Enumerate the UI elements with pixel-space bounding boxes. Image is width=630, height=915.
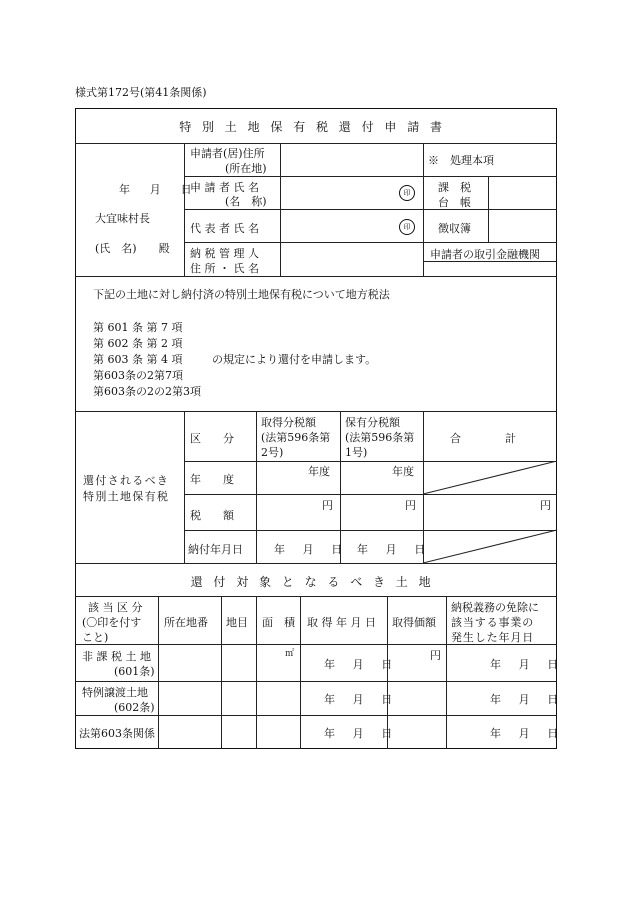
applicant-address-label: 申請者(居)住所 [190,147,265,160]
hold-header-2: (法第596条第 [345,431,415,444]
ledger-label-1: 課 税 [438,181,471,194]
col-exempt-3: 発生した年月日 [451,631,535,644]
acq-header-3: 2号) [261,446,284,459]
acq-date: 年 月 日 [324,658,396,671]
refund-label-2: 特別土地保有税 [83,490,170,503]
processing-label: ※ 処理本項 [428,154,494,167]
category-header: 区 分 [190,432,234,445]
col-exempt-2: 該当する事業の [451,616,535,629]
exempt-date: 年 月 日 [490,693,562,706]
col-category-2: (〇印を付す [82,616,142,629]
acq-date: 年 月 日 [324,727,396,740]
applicant-location-label: (所在地) [225,162,267,175]
date-line: 年 月 日 [119,183,196,196]
hold-header-1: 保有分税額 [345,416,400,429]
row-sublabel: (602条) [114,701,155,714]
col-landtype: 地目 [226,616,248,629]
statement-intro: 下記の土地に対し納付済の特別土地保有税について地方税法 [93,288,390,301]
exempt-date: 年 月 日 [490,727,562,740]
col-exempt-1: 納税義務の免除に [451,601,539,614]
ledger-label-2: 台 帳 [438,196,471,209]
exempt-date: 年 月 日 [490,658,562,671]
col-acq-date: 取 得 年 月 日 [307,616,376,629]
row-label: 特例譲渡土地 [82,686,148,699]
hold-year-unit: 年度 [392,465,414,478]
strike-lines [423,461,557,563]
land-section-title: 還付対象となるべき土地 [190,575,442,589]
acq-year-unit: 年度 [308,465,330,478]
acq-paid-date: 年 月 日 [274,543,346,556]
tax-admin-address-label: 住 所 ・ 氏 名 [190,262,259,275]
applicant-name-label: 申 請 者 氏 名 [190,181,259,194]
form-number: 様式第172号(第41条関係) [75,86,207,99]
hold-header-3: 1号) [345,446,368,459]
form-title: 特別土地保有税還付申請書 [179,120,453,134]
price-unit: 円 [430,649,441,662]
row-label: 法第603条関係 [79,727,155,740]
hold-yen-unit: 円 [405,499,416,512]
statement-line-1: 第 601 条 第 7 項 [93,321,183,334]
total-header: 合 計 [450,432,516,445]
col-category-3: こと) [82,631,109,644]
acq-header-1: 取得分税額 [261,416,316,429]
acq-yen-unit: 円 [322,499,333,512]
name-line: (氏 名) 殿 [95,242,170,255]
applicant-title-label: (名 称) [225,195,267,208]
statement-line-3-tail: の規定により還付を申請します。 [212,353,377,366]
row-label: 非 課 税 土 地 [82,650,151,663]
tax-admin-label: 納 税 管 理 人 [190,247,259,260]
statement-line-2: 第 602 条 第 2 項 [93,337,183,350]
statement-line-4: 第603条の2第7項 [93,369,183,382]
seal-icon: 印 [399,219,415,235]
fiscal-year-label: 年 度 [190,473,234,486]
col-acq-price: 取得価額 [392,616,436,629]
collection-book-label: 徴収簿 [438,222,471,235]
acq-date: 年 月 日 [324,693,396,706]
bank-label: 申請者の取引金融機関 [430,248,540,261]
hold-paid-date: 年 月 日 [357,543,429,556]
acq-header-2: (法第596条第 [261,431,331,444]
col-area: 面 積 [262,616,295,629]
row-sublabel: (601条) [114,665,155,678]
col-category-1: 該 当 区 分 [88,601,143,614]
paid-date-label: 納付年月日 [188,543,243,556]
addressee: 大宜味村長 [95,212,150,225]
area-unit: ㎡ [285,649,295,659]
statement-line-5: 第603条の2の2第3項 [93,385,201,398]
refund-label-1: 還付されるべき [83,474,170,487]
total-yen-unit: 円 [540,499,551,512]
tax-amount-label: 税 額 [190,509,234,522]
representative-label: 代 表 者 氏 名 [190,222,259,235]
col-location: 所在地番 [164,616,208,629]
statement-line-3: 第 603 条 第 4 項 [93,353,183,366]
seal-icon: 印 [399,185,415,201]
